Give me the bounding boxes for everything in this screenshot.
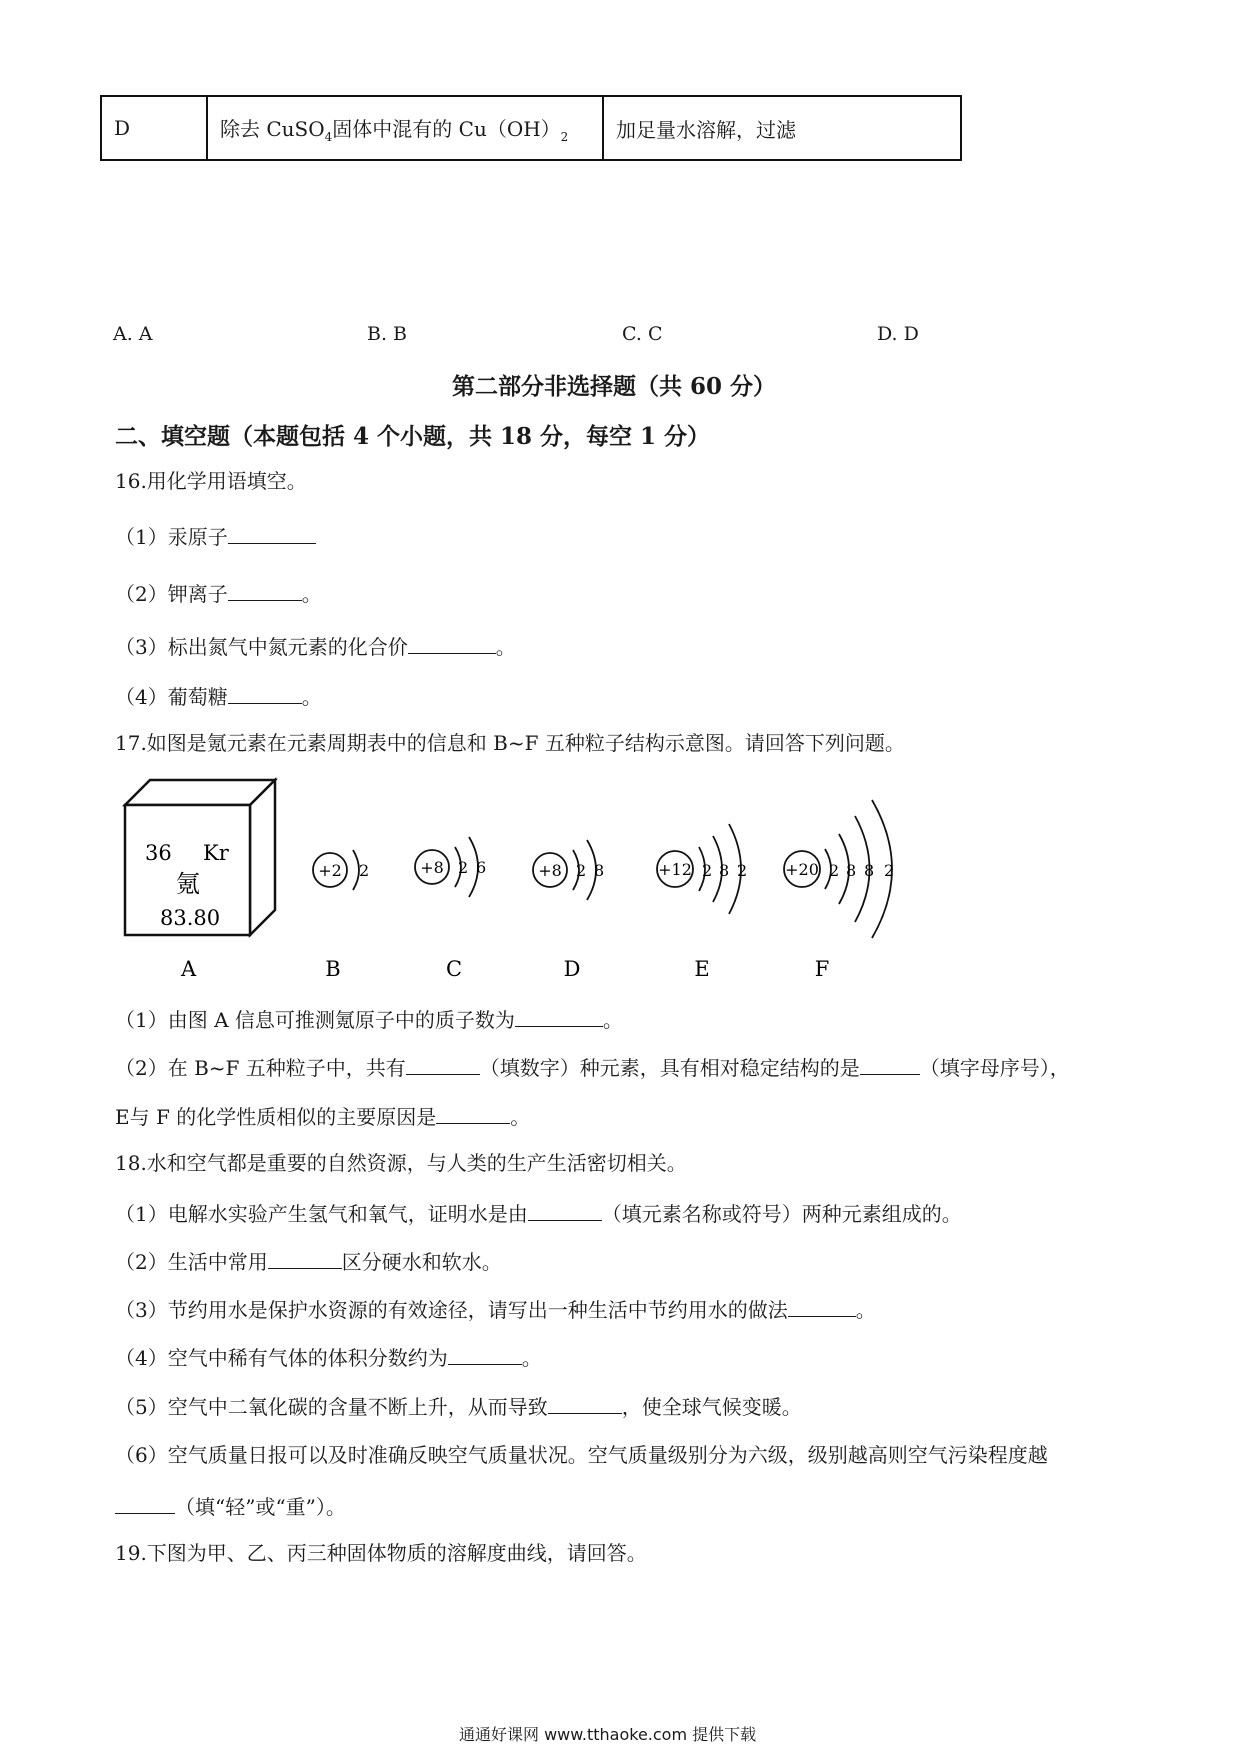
shell-electrons: 6 — [476, 858, 487, 877]
shell-electrons: 8 — [864, 861, 875, 880]
q17-sub-2 — [115, 1054, 1070, 1081]
label-a: A — [181, 957, 197, 981]
shell-electrons: 8 — [846, 861, 857, 880]
q18-sub-2-text-b: 区分硬水和软水。 — [341, 1250, 502, 1274]
shell-electrons: 2 — [829, 861, 840, 880]
answer-blank[interactable] — [406, 1054, 480, 1075]
nucleus-charge: +20 — [785, 860, 819, 879]
option-table — [100, 95, 962, 161]
particle-diagram — [0, 770, 1240, 990]
purpose-text-1: 除去 CuSO — [220, 116, 325, 141]
choice-c: C. C — [622, 323, 663, 345]
q18-sub-5 — [115, 1393, 802, 1420]
particle-c — [415, 837, 486, 981]
answer-blank[interactable] — [528, 1200, 602, 1221]
part2-title: 第二部分非选择题（共 60 分） — [452, 373, 777, 400]
table-method-cell: 加足量水溶解，过滤 — [603, 96, 961, 160]
q16-item-3 — [115, 633, 516, 660]
label-b: B — [325, 957, 341, 981]
q16-item-3-text: （3）标出氮气中氮元素的化合价 — [115, 635, 408, 659]
q17-sub-2-cont — [115, 1103, 530, 1130]
q16-item-4 — [115, 683, 322, 710]
answer-blank[interactable] — [228, 580, 302, 601]
answer-blank[interactable] — [860, 1054, 920, 1075]
element-symbol: Kr — [203, 841, 229, 865]
answer-blank[interactable] — [408, 633, 496, 654]
table-row — [101, 96, 961, 160]
q18-sub-6-text-b: （填“轻”或“重”）。 — [175, 1495, 346, 1519]
purpose-subscript-1: 4 — [324, 129, 333, 144]
particle-d — [533, 840, 604, 981]
q18-sub-5-text-b: ，使全球气候变暖。 — [621, 1395, 802, 1419]
page-footer: 通通好课网 www.tthaoke.com 提供下载 — [459, 1725, 757, 1744]
answer-blank[interactable] — [448, 1344, 522, 1365]
q16-item-2 — [115, 580, 322, 607]
nucleus-charge: +8 — [538, 861, 562, 880]
table-option-cell: D — [101, 96, 207, 160]
nucleus-charge: +12 — [658, 860, 692, 879]
q18-sub-4 — [115, 1344, 542, 1371]
section2-title: 二、填空题（本题包括 4 个小题，共 18 分，每空 1 分） — [115, 423, 711, 450]
shell-electrons: 8 — [719, 861, 730, 880]
q16-item-2-text: （2）钾离子 — [115, 582, 228, 606]
q18-sub-3-text: （3）节约用水是保护水资源的有效途径，请写出一种生活中节约用水的做法 — [115, 1298, 788, 1322]
purpose-text-2: 固体中混有的 Cu（OH） — [332, 116, 561, 141]
particle-e — [657, 824, 747, 981]
purpose-subscript-2: 2 — [560, 129, 569, 144]
label-c: C — [445, 957, 463, 981]
q18-sub-2 — [115, 1248, 502, 1275]
nucleus-charge: +8 — [420, 858, 444, 877]
label-d: D — [563, 957, 581, 981]
period: 。 — [301, 685, 322, 709]
period: 。 — [301, 582, 322, 606]
q18-sub-2-text-a: （2）生活中常用 — [115, 1250, 268, 1274]
q18-sub-6-cont — [115, 1493, 346, 1520]
nucleus-charge: +2 — [318, 861, 342, 880]
answer-blank[interactable] — [788, 1296, 856, 1317]
q18-sub-1-text-a: （1）电解水实验产生氢气和氧气，证明水是由 — [115, 1202, 528, 1226]
period: 。 — [602, 1008, 623, 1032]
shell-electrons: 2 — [884, 861, 895, 880]
element-name: 氪 — [176, 870, 200, 898]
choice-a: A. A — [113, 323, 153, 345]
answer-blank[interactable] — [228, 523, 316, 544]
period: 。 — [495, 635, 516, 659]
q16-stem: 16.用化学用语填空。 — [115, 469, 307, 493]
q17-sub-2-text-c: （填字母序号）， — [919, 1056, 1070, 1080]
q16-item-1-text: （1）汞原子 — [115, 525, 228, 549]
q17-sub-1 — [115, 1006, 623, 1033]
period: 。 — [521, 1346, 542, 1370]
q18-sub-3 — [115, 1296, 876, 1323]
q16-item-1 — [115, 523, 316, 550]
answer-blank[interactable] — [115, 1493, 175, 1514]
q17-sub-1-text: （1）由图 A 信息可推测氪原子中的质子数为 — [115, 1008, 515, 1032]
answer-blank[interactable] — [515, 1006, 603, 1027]
answer-blank[interactable] — [436, 1103, 510, 1124]
shell-electrons: 2 — [737, 861, 748, 880]
answer-blank[interactable] — [548, 1393, 622, 1414]
choice-b: B. B — [367, 323, 408, 345]
label-e: E — [694, 957, 710, 981]
q16-item-4-text: （4）葡萄糖 — [115, 685, 228, 709]
period: 。 — [855, 1298, 876, 1322]
q18-sub-4-text: （4）空气中稀有气体的体积分数约为 — [115, 1346, 448, 1370]
q18-sub-5-text-a: （5）空气中二氧化碳的含量不断上升，从而导致 — [115, 1395, 548, 1419]
shell-electrons: 2 — [359, 861, 370, 880]
period: 。 — [510, 1105, 531, 1129]
q17-stem: 17.如图是氪元素在元素周期表中的信息和 B~F 五种粒子结构示意图。请回答下列问题。 — [115, 731, 905, 755]
shell-electrons: 8 — [594, 861, 605, 880]
q17-sub-2-text-d: E与 F 的化学性质相似的主要原因是 — [115, 1105, 437, 1129]
label-f: F — [814, 957, 830, 981]
q18-sub-1-text-b: （填元素名称或符号）两种元素组成的。 — [601, 1202, 962, 1226]
q18-stem: 18.水和空气都是重要的自然资源，与人类的生产生活密切相关。 — [115, 1151, 687, 1175]
shell-electrons: 2 — [702, 861, 713, 880]
q19-stem: 19.下图为甲、乙、丙三种固体物质的溶解度曲线，请回答。 — [115, 1541, 647, 1565]
shell-electrons: 2 — [458, 858, 469, 877]
element-box — [125, 780, 275, 935]
table-purpose-cell — [207, 96, 603, 160]
q17-sub-2-text-b: （填数字）种元素，具有相对稳定结构的是 — [479, 1056, 860, 1080]
answer-blank[interactable] — [268, 1248, 342, 1269]
particle-b — [313, 850, 369, 981]
answer-blank[interactable] — [228, 683, 302, 704]
particle-f — [784, 800, 894, 981]
choice-d: D. D — [877, 323, 919, 345]
shell-electrons: 2 — [576, 861, 587, 880]
atomic-mass: 83.80 — [160, 906, 221, 930]
q18-sub-1 — [115, 1200, 962, 1227]
q17-sub-2-text-a: （2）在 B~F 五种粒子中，共有 — [115, 1056, 406, 1080]
atomic-number: 36 — [145, 841, 172, 865]
q18-sub-6: （6）空气质量日报可以及时准确反映空气质量状况。空气质量级别分为六级，级别越高则空气污染程度越 — [115, 1443, 1048, 1467]
